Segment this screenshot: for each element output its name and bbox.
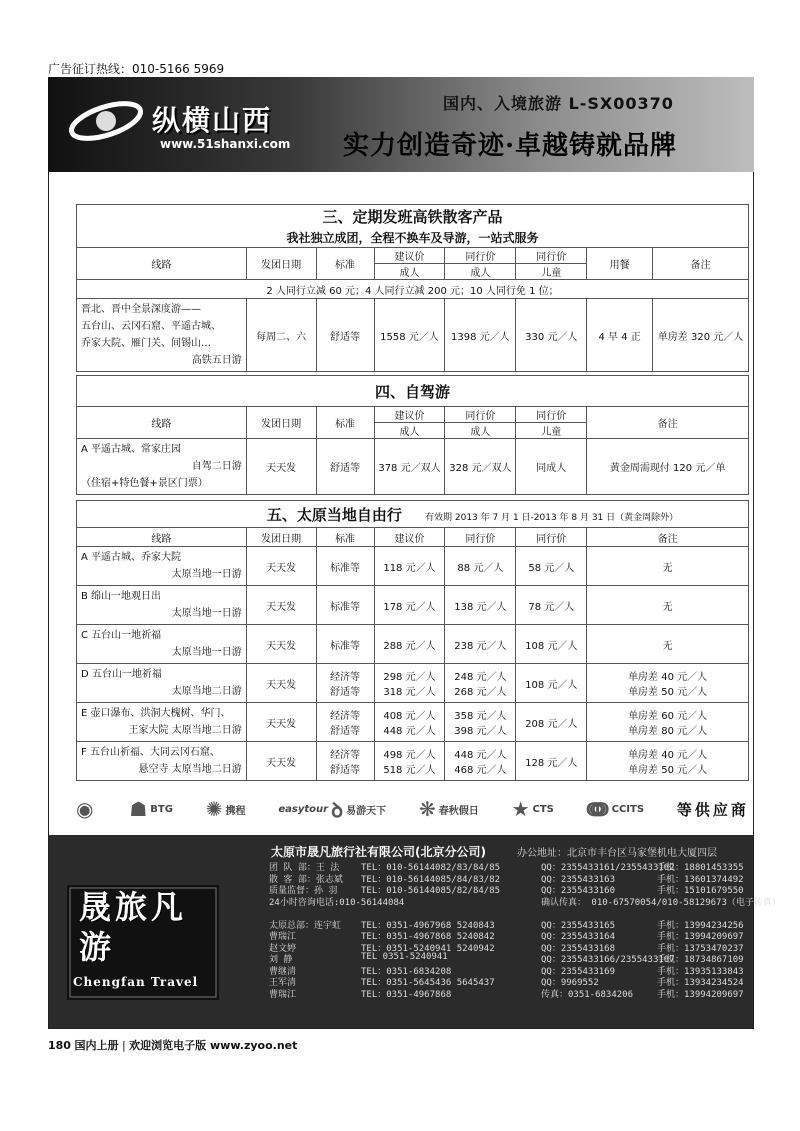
contact-tel: TEL：0351-5645436 5645437 (361, 978, 495, 988)
col-peer: 同行价 (445, 248, 516, 264)
price-cell: 128 元／人 (516, 742, 587, 781)
remark-cell (587, 703, 749, 742)
col-adult: 成人 (445, 423, 516, 439)
contact-name: 曹瑞江 (269, 932, 297, 942)
price-cell: 108 元／人 (516, 664, 587, 703)
cell-line: 经济等 (330, 672, 361, 683)
table-row (77, 586, 749, 625)
company-panel (49, 835, 781, 1028)
route-line: 自驾二日游 (191, 461, 242, 472)
date-cell: 天天发 (246, 439, 316, 495)
contact-tel: TEL：0351-4967968 5240843 (361, 920, 495, 931)
contact-row (267, 895, 781, 908)
free-travel-table (76, 500, 749, 781)
partner-ccits-logo: ↈ CCITS (586, 797, 645, 821)
cell-line: 单房差 40 元／人 (628, 750, 708, 761)
contact-tel: TEL：010-56144085/82/84/85 (361, 886, 501, 896)
contact-qq: QQ：2355433164 (541, 932, 616, 942)
col-remark: 备注 (587, 528, 749, 547)
route-line: （住宿+特色餐+景区门票） (81, 478, 208, 489)
route-line: D 五台山一地祈福 (81, 669, 162, 680)
contact-name: 太原总部：连宇虹 (269, 920, 342, 931)
contact-row (267, 964, 747, 976)
col-remark: 备注 (653, 248, 749, 280)
date-cell: 天天发 (246, 625, 316, 664)
contact-name: 散 客 部：张志斌 (269, 874, 343, 885)
col-date: 发团日期 (246, 248, 316, 280)
page-number: 180 (48, 1039, 71, 1052)
date-cell: 天天发 (246, 586, 316, 625)
route-cell (77, 547, 247, 586)
date-cell: 天天发 (246, 742, 316, 781)
contact-row (267, 918, 747, 930)
standard-cell (316, 547, 374, 586)
cell-line: 标准等 (330, 562, 361, 574)
contact-mobile: 手机：13994234256 (657, 920, 744, 931)
cell-line: 标准等 (330, 601, 361, 613)
price-cell (445, 664, 516, 703)
section-heading-cell (77, 501, 749, 528)
slogan: 实力创造奇迹·卓越铸就品牌 (343, 131, 678, 161)
cell-line: 标准等 (330, 640, 361, 652)
section-subtitle: 我社独立成团，全程不换车及导游，一站式服务 (77, 227, 749, 248)
standard-cell: 舒适等 (316, 299, 374, 372)
col-child: 儿童 (516, 264, 587, 280)
route-cell (77, 586, 247, 625)
cell-line: 118 元／人 (383, 562, 436, 574)
contact-name: 质量监督：孙 羽 (269, 886, 338, 896)
supplier-label: 等供应商 (676, 800, 749, 819)
contact-qq: QQ：2355433160 (541, 886, 616, 896)
route-line: A 平遥古城、乔家大院 (81, 552, 182, 563)
contact-tel: TEL：010-56144082/83/84/85 (361, 863, 501, 873)
price-cell: 108 元／人 (516, 625, 587, 664)
remark-cell (587, 547, 749, 586)
contact-row (267, 975, 747, 987)
contact-qq: QQ：2355433165 (541, 920, 616, 931)
price-cell (374, 625, 445, 664)
contact-row (267, 941, 747, 953)
section-title: 三、定期发班高铁散客产品 (77, 205, 749, 228)
cell-line: 单房差 50 元／人 (628, 765, 708, 776)
company-address: 办公地址：北京市丰台区马家堡机电大厦四层 (517, 848, 717, 859)
contact-qq: QQ：2355433161/2355433162 (541, 863, 675, 873)
cell-line: 408 元／人 (383, 711, 436, 722)
partner-cts-logo: ★ CTS (511, 797, 554, 821)
route-line: C 五台山一地祈福 (81, 630, 162, 641)
contact-mobile: 手机：18734867109 (657, 955, 744, 965)
date-cell: 天天发 (246, 664, 316, 703)
cell-line: 268 元／人 (454, 687, 507, 698)
partner-logos (76, 790, 749, 828)
table-row (77, 625, 749, 664)
contact-row (267, 906, 747, 918)
contact-row (267, 883, 747, 895)
cell-line: 498 元／人 (383, 750, 436, 761)
cell-line: 无 (662, 601, 673, 613)
price-cell (374, 703, 445, 742)
route-cell (77, 664, 247, 703)
standard-cell (316, 742, 374, 781)
contact-qq: QQ：2355433168 (541, 943, 616, 954)
contact-row (267, 929, 747, 941)
section-title: 四、自驾游 (77, 376, 749, 407)
standard-cell (316, 664, 374, 703)
cell-line: 无 (662, 640, 673, 652)
cell-line: 舒适等 (330, 726, 361, 737)
route-cell (77, 625, 247, 664)
page-footer: 180 国内上册 | 欢迎浏览电子版 www.zyoo.net (48, 1039, 298, 1052)
table-row (77, 703, 749, 742)
cell-line: 448 元／人 (383, 726, 436, 737)
contact-qq: 传真：0351-6834206 (541, 989, 634, 1000)
partner-ctrip-logo: ✺ 携程 (205, 797, 246, 821)
cell-line: 单房差 80 元／人 (628, 726, 708, 737)
cell-line: 318 元／人 (383, 687, 436, 698)
price-cell (445, 703, 516, 742)
col-adult: 成人 (374, 264, 445, 280)
contact-mobile: 手机：15101679550 (657, 886, 744, 896)
contact-name: 曹瑞江 (269, 989, 297, 1000)
footer-text: 欢迎浏览电子版 www.zyoo.net (129, 1039, 298, 1052)
partner-globe-logo: ◉ (76, 797, 94, 821)
route-line: 乔家大院、雁门关、间锡山… (81, 338, 211, 349)
price-cell: 378 元／双人 (374, 439, 445, 495)
cell-line: 舒适等 (330, 765, 361, 776)
contact-mobile: 手机：13994209697 (657, 989, 744, 1000)
logo-url: www.51shanxi.com (160, 137, 291, 151)
contact-row (267, 872, 747, 884)
contact-mobile: 手机：13753470237 (657, 943, 744, 954)
price-cell (374, 664, 445, 703)
cell-line: 448 元／人 (454, 750, 507, 761)
cell-line: 无 (662, 562, 673, 574)
col-meal: 用餐 (587, 248, 653, 280)
date-cell: 每周二、六 (246, 299, 316, 372)
price-cell: 328 元／双人 (445, 439, 516, 495)
col-peer: 同行价 (516, 248, 587, 264)
route-line: 王家大院 太原当地二日游 (128, 725, 242, 736)
partner-btg-logo: ☗ BTG (129, 797, 173, 821)
cell-line: 298 元／人 (383, 672, 436, 683)
price-cell (374, 742, 445, 781)
contact-list (267, 860, 781, 1000)
contact-qq: QQ：2355433169 (541, 966, 616, 977)
contact-row (267, 987, 747, 999)
price-cell: 58 元／人 (516, 547, 587, 586)
logo-text: 纵横山西 (152, 104, 273, 137)
high-speed-rail-table (76, 204, 749, 372)
contact-qq: 确认传真： 010-67570054/010-58129673（电子传真） (541, 897, 781, 908)
contact-tel: TEL：0351-5240941 5240942 (361, 943, 495, 954)
contact-name: 赵文婷 (269, 943, 297, 954)
contact-name: 刘 静 (269, 955, 293, 965)
route-cell (77, 299, 247, 372)
price-cell: 330 元／人 (516, 299, 587, 372)
price-cell (445, 586, 516, 625)
date-cell: 天天发 (246, 703, 316, 742)
col-remark: 备注 (587, 407, 749, 439)
cell-line: 舒适等 (330, 687, 361, 698)
remark-cell (587, 625, 749, 664)
price-cell (374, 547, 445, 586)
cell-line: 398 元／人 (454, 726, 507, 737)
cell-line: 经济等 (330, 750, 361, 761)
swoosh-logo-icon (66, 91, 146, 149)
contact-qq: QQ：2355433163 (541, 874, 616, 885)
table-row (77, 547, 749, 586)
price-cell: 1558 元／人 (374, 299, 445, 372)
cell-line: 单房差 60 元／人 (628, 711, 708, 722)
route-cell (77, 439, 247, 495)
route-line: 高铁五日游 (191, 355, 242, 366)
remark-cell: 黄金周需现付 120 元／单 (587, 439, 749, 495)
price-cell (445, 547, 516, 586)
contact-name: 团 队 部：王 法 (269, 863, 340, 873)
col-adult: 成人 (445, 264, 516, 280)
col-standard: 标准 (316, 407, 374, 439)
contact-tel: TEL：0351-4967868 (361, 989, 452, 1000)
contact-name: 24小时咨询电话:010-56144084 (269, 897, 405, 908)
cell-line: 468 元／人 (454, 765, 507, 776)
contact-row (267, 952, 747, 964)
table-row (77, 664, 749, 703)
price-cell: 208 元／人 (516, 703, 587, 742)
route-line: 太原当地一日游 (171, 569, 242, 580)
section-title: 五、太原当地自由行 (266, 505, 402, 524)
contact-tel: TEL：010-56144085/84/83/82 (361, 874, 501, 885)
col-route: 线路 (77, 248, 247, 280)
remark-cell (587, 664, 749, 703)
cell-line: 248 元／人 (454, 672, 507, 683)
route-line: 太原当地一日游 (171, 608, 242, 619)
price-cell: 1398 元／人 (445, 299, 516, 372)
cell-line: 138 元／人 (454, 601, 507, 613)
cell-line: 经济等 (330, 711, 361, 722)
route-line: B 绵山一地观日出 (81, 591, 162, 602)
route-cell (77, 703, 247, 742)
contact-mobile: 手机：13994209697 (657, 932, 744, 942)
cell-line: 358 元／人 (454, 711, 507, 722)
price-cell (374, 586, 445, 625)
col-peer: 同行价 (445, 528, 516, 547)
route-line: 悬空寺 太原当地二日游 (138, 764, 242, 775)
col-suggested: 建议价 (374, 248, 445, 264)
col-child: 儿童 (516, 423, 587, 439)
col-standard: 标准 (316, 528, 374, 547)
contact-mobile: 手机：13934234524 (657, 978, 744, 988)
cell-line: 单房差 40 元／人 (628, 672, 708, 683)
remark-cell (587, 742, 749, 781)
contact-qq: QQ：9969552 (541, 978, 599, 988)
brand-name: 晟旅凡游 (79, 888, 188, 966)
route-line: A 平遥古城、常家庄园 (81, 444, 182, 455)
contact-mobile: 手机：13601374492 (657, 874, 744, 885)
col-suggested: 建议价 (374, 528, 445, 547)
route-line: 五台山、云冈石窟、平遥古城、 (81, 321, 221, 332)
cell-line: 88 元／人 (457, 562, 504, 574)
contact-qq: QQ：2355433166/2355433167 (541, 955, 675, 965)
cell-line: 238 元／人 (454, 640, 507, 652)
cell-line: 178 元／人 (383, 601, 436, 613)
route-line: 太原当地一日游 (171, 647, 242, 658)
self-drive-table (76, 375, 749, 495)
price-cell (445, 625, 516, 664)
standard-cell (316, 586, 374, 625)
col-suggested: 建议价 (374, 407, 445, 423)
standard-cell (316, 703, 374, 742)
route-line: F 五台山祈福、大同云冈石窟、 (81, 747, 220, 758)
contact-name: 曹继清 (269, 966, 297, 977)
ad-hotline: 广告征订热线：010-5166 5969 (48, 62, 225, 76)
remark-cell (587, 586, 749, 625)
contact-name: 王军清 (269, 978, 297, 988)
date-cell: 天天发 (246, 547, 316, 586)
col-date: 发团日期 (246, 528, 316, 547)
route-line: 晋北、晋中全景深度游—— (81, 304, 201, 315)
contact-mobile: 手机：18801453355 (657, 863, 744, 873)
cell-line: 518 元／人 (383, 765, 436, 776)
cell-line: 288 元／人 (383, 640, 436, 652)
col-adult: 成人 (374, 423, 445, 439)
route-line: 太原当地二日游 (171, 686, 242, 697)
col-peer: 同行价 (445, 407, 516, 423)
discount-note: 2 人同行立减 60 元；4 人同行立减 200 元；10 人同行免 1 位； (77, 280, 749, 299)
table-row (77, 742, 749, 781)
standard-cell: 舒适等 (316, 439, 374, 495)
brand-english: Chengfan Travel (73, 975, 199, 989)
price-cell: 同成人 (516, 439, 587, 495)
company-name: 太原市晟凡旅行社有限公司(北京分公司) (271, 845, 486, 859)
col-date: 发团日期 (246, 407, 316, 439)
cell-line: 单房差 50 元／人 (628, 687, 708, 698)
route-line: E 壶口瀑布、洪洞大槐树、华门、 (81, 708, 231, 719)
partner-easytour-logo: easytour ꝺ 易游天下 (278, 797, 387, 822)
contact-tel: TEL：0351-4967868 5240842 (361, 932, 495, 942)
price-cell (445, 742, 516, 781)
col-route: 线路 (77, 528, 247, 547)
col-peer: 同行价 (516, 528, 587, 547)
price-cell: 78 元／人 (516, 586, 587, 625)
contact-tel: TEL：0351-6834208 (361, 966, 452, 977)
remark-cell: 单房差 320 元／人 (653, 299, 749, 372)
license-code: 国内、入境旅游 L-SX00370 (443, 94, 674, 113)
meal-cell: 4 早 4 正 (587, 299, 653, 372)
standard-cell (316, 625, 374, 664)
volume-label: 国内上册 (74, 1039, 119, 1052)
contact-tel: TEL 0351-5240941 (361, 952, 448, 962)
contact-row (267, 860, 747, 872)
header-banner (48, 77, 754, 172)
validity-note: 有效期 2013 年 7 月 1 日-2013 年 8 月 31 日（黄金周除外） (425, 512, 679, 523)
partner-spring-logo: ❋ 春秋假日 (418, 797, 479, 821)
col-peer: 同行价 (516, 407, 587, 423)
route-cell (77, 742, 247, 781)
contact-mobile: 手机：13935133843 (657, 966, 744, 977)
col-route: 线路 (77, 407, 247, 439)
col-standard: 标准 (316, 248, 374, 280)
